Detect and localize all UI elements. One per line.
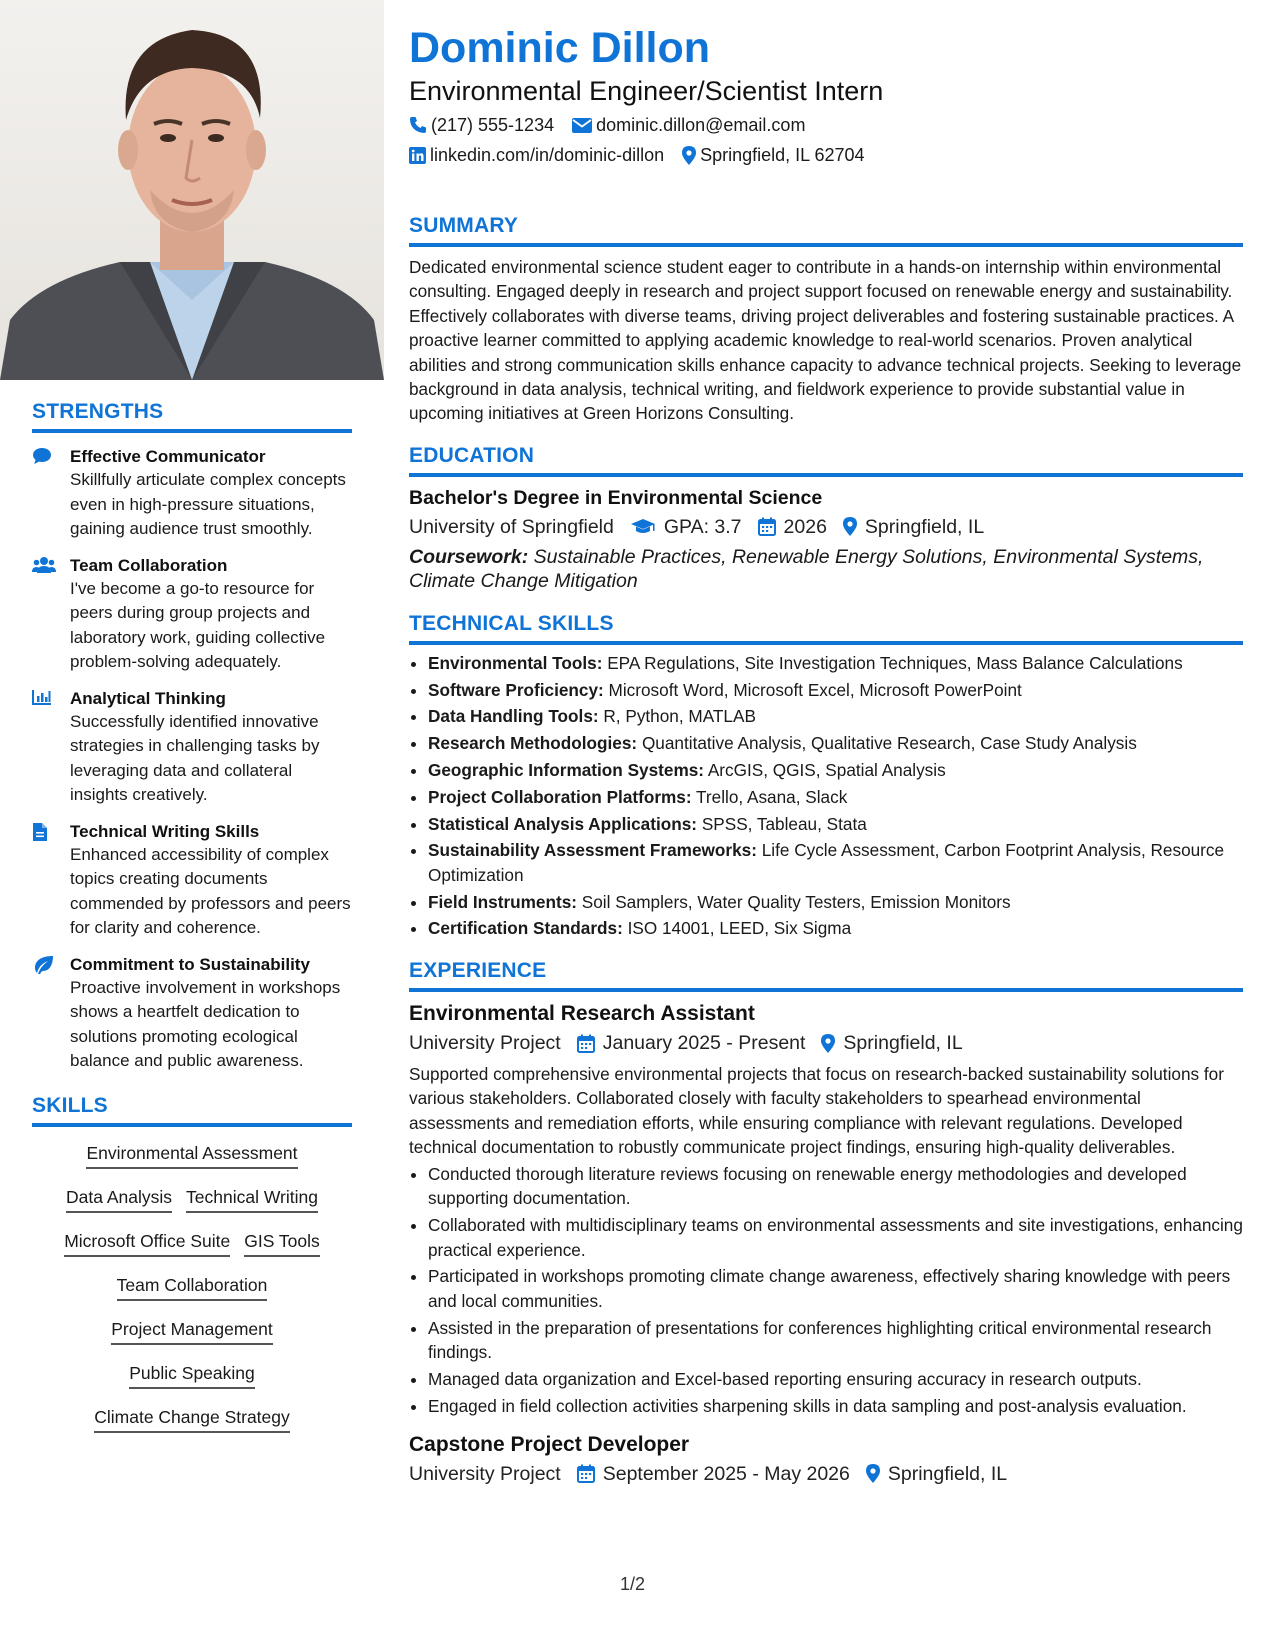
strength-name: Technical Writing Skills <box>70 821 260 841</box>
experience-heading: EXPERIENCE <box>409 959 1243 992</box>
technical-skills-section <box>409 612 1243 941</box>
job-title: Capstone Project Developer <box>409 1432 690 1456</box>
phone-contact[interactable] <box>409 112 554 138</box>
linkedin-contact[interactable] <box>409 142 664 168</box>
skills-cloud <box>32 1141 352 1435</box>
job-org: University Project <box>409 1462 561 1485</box>
profile-photo <box>0 0 384 380</box>
team-icon <box>32 554 70 675</box>
contact-row <box>409 112 1243 138</box>
strengths-list <box>32 445 352 1074</box>
location-contact <box>682 142 864 168</box>
linkedin-icon <box>409 147 426 164</box>
skill-tag: Technical Writing <box>186 1185 318 1213</box>
degree-title: Bachelor's Degree in Environmental Science <box>409 486 823 509</box>
list-item: • Software Proficiency: Microsoft Word, Microsoft Excel, Microsoft PowerPoint <box>428 678 1243 703</box>
coursework-list: Sustainable Practices, Renewable Energy Solutions, Environmental Systems, Climate Change Mitigation <box>409 545 1204 593</box>
skills-heading: SKILLS <box>32 1094 352 1127</box>
job-org: University Project <box>409 1032 561 1055</box>
strength-item <box>32 687 352 808</box>
list-item: • Statistical Analysis Applications: SPSS, Tableau, Stata <box>428 812 1243 837</box>
skill-tag: GIS Tools <box>244 1229 320 1257</box>
strength-name: Analytical Thinking <box>70 688 226 708</box>
strength-name: Team Collaboration <box>70 555 228 575</box>
contact-row <box>409 142 1243 168</box>
list-item: • Collaborated with multidisciplinary teams on environmental assessments and site investigations, enhancing practical experience. <box>428 1213 1243 1262</box>
list-item: • Certification Standards: ISO 14001, LEED, Six Sigma <box>428 916 1243 941</box>
bar-chart-icon <box>32 687 70 808</box>
job-meta <box>409 1459 1243 1489</box>
linkedin-text: linkedin.com/in/dominic-dillon <box>430 145 665 165</box>
education-meta <box>409 512 1243 542</box>
skill-tag: Data Analysis <box>66 1185 172 1213</box>
list-item: • Environmental Tools: EPA Regulations, Site Investigation Techniques, Mass Balance Calculations <box>428 651 1243 676</box>
strength-desc: I've become a go-to resource for peers during group projects and laboratory work, guiding collective problem-solving adequately. <box>70 578 326 671</box>
calendar-icon <box>758 517 776 536</box>
strength-item <box>32 820 352 941</box>
skill-tag: Public Speaking <box>129 1361 255 1389</box>
education-heading: EDUCATION <box>409 444 1243 477</box>
list-item: • Research Methodologies: Quantitative Analysis, Qualitative Research, Case Study Analysis <box>428 731 1243 756</box>
strength-desc: Successfully identified innovative strategies in challenging tasks by leveraging data and collateral insights creatively. <box>70 711 320 804</box>
strength-desc: Enhanced accessibility of complex topics creating documents commended by professors and peers for clarity and coherence. <box>70 844 351 937</box>
list-item: • Sustainability Assessment Frameworks: Life Cycle Assessment, Carbon Footprint Analysis, Resource Optimization <box>428 838 1243 887</box>
candidate-name: Dominic Dillon <box>409 24 710 72</box>
document-icon <box>32 820 70 941</box>
skill-tag: Project Management <box>111 1317 272 1345</box>
calendar-icon <box>577 1034 595 1053</box>
list-item: • Geographic Information Systems: ArcGIS, QGIS, Spatial Analysis <box>428 758 1243 783</box>
map-pin-icon <box>866 1464 880 1483</box>
strength-item <box>32 554 352 675</box>
skill-tag: Microsoft Office Suite <box>64 1229 230 1257</box>
page-number: 1/2 <box>620 1574 646 1594</box>
skill-tag: Climate Change Strategy <box>94 1405 290 1433</box>
candidate-role: Environmental Engineer/Scientist Intern <box>409 76 884 106</box>
job-bullets <box>409 1162 1243 1419</box>
technical-skills-list <box>409 651 1243 941</box>
map-pin-icon <box>821 1034 835 1053</box>
phone-icon <box>409 116 427 134</box>
map-pin-icon <box>682 146 696 165</box>
email-contact[interactable] <box>572 112 805 138</box>
job-dates: January 2025 - Present <box>602 1032 806 1055</box>
strength-desc: Proactive involvement in workshops shows a heartfelt dedication to solutions promoting ecological balance and public awareness. <box>70 977 341 1070</box>
education-location: Springfield, IL <box>864 515 985 538</box>
coursework <box>409 545 1243 594</box>
summary-section <box>409 214 1243 426</box>
strength-item <box>32 953 352 1074</box>
experience-section <box>409 959 1243 1489</box>
strength-name: Effective Communicator <box>70 447 266 466</box>
skill-tag: Environmental Assessment <box>86 1141 297 1169</box>
list-item: • Engaged in field collection activities sharpening skills in data sampling and post-analysis evaluation. <box>428 1394 1243 1419</box>
list-item: • Data Handling Tools: R, Python, MATLAB <box>428 704 1243 729</box>
strength-item <box>32 445 352 542</box>
summary-text: Dedicated environmental science student eager to contribute in a hands-on internship within environmental consulting. Engaged deeply in research and project support focused on renewable energy and sustainability. Effectively collaborates with diverse teams, driving project deliverables and fostering sustainable practices. A proactive learner committed to applying academic knowledge to real-world scenarios. Proven analytical abilities and strong communication skills enhance capacity to advance technical projects. Seeking to leverage background in data analysis, technical writing, and fieldwork experience to provide substantial value in upcoming initiatives at Green Horizons Consulting. <box>409 257 1242 424</box>
coursework-label: Coursework: <box>409 545 529 568</box>
school-name: University of Springfield <box>409 515 614 538</box>
job-location: Springfield, IL <box>887 1462 1008 1485</box>
list-item: • Project Collaboration Platforms: Trello, Asana, Slack <box>428 785 1243 810</box>
summary-heading: SUMMARY <box>409 214 1243 247</box>
location-text: Springfield, IL 62704 <box>700 145 865 165</box>
list-item: • Conducted thorough literature reviews focusing on renewable energy methodologies and developed supporting documentation. <box>428 1162 1243 1211</box>
education-section <box>409 444 1243 594</box>
job-dates: September 2025 - May 2026 <box>602 1462 850 1485</box>
list-item: • Managed data organization and Excel-based reporting ensuring accuracy in research outputs. <box>428 1367 1243 1392</box>
map-pin-icon <box>843 517 857 536</box>
list-item: • Participated in workshops promoting climate change awareness, effectively sharing knowledge with peers and local communities. <box>428 1264 1243 1313</box>
technical-skills-heading: TECHNICAL SKILLS <box>409 612 1243 645</box>
strength-desc: Skillfully articulate complex concepts even in high-pressure situations, gaining audience trust smoothly. <box>70 470 346 538</box>
graduation-year: 2026 <box>783 515 827 538</box>
graduation-cap-icon <box>630 518 656 536</box>
leaf-icon <box>32 953 70 1074</box>
email-text: dominic.dillon@email.com <box>596 115 806 135</box>
strength-name: Commitment to Sustainability <box>70 954 310 974</box>
list-item: • Assisted in the preparation of presentations for conferences highlighting critical environmental research findings. <box>428 1316 1243 1365</box>
skill-tag: Team Collaboration <box>117 1273 268 1301</box>
job-meta <box>409 1028 1243 1058</box>
job-summary: Supported comprehensive environmental projects that focus on research-backed sustainability solutions for various stakeholders. Collaborated closely with faculty stakeholders to spearhead environmental assessments and remediation efforts, while ensuring compliance with relevant regulations. Developed technical documentation to robustly communicate project findings, ensuring high-quality deliverables. <box>409 1064 1224 1158</box>
speech-bubble-icon <box>32 445 70 542</box>
gpa-text: GPA: 3.7 <box>663 515 742 538</box>
envelope-icon <box>572 118 592 133</box>
strengths-heading: STRENGTHS <box>32 400 352 433</box>
phone-text: (217) 555-1234 <box>431 115 555 135</box>
list-item: • Field Instruments: Soil Samplers, Water Quality Testers, Emission Monitors <box>428 890 1243 915</box>
job-location: Springfield, IL <box>843 1032 963 1055</box>
job-title: Environmental Research Assistant <box>409 1002 755 1026</box>
calendar-icon <box>577 1464 595 1483</box>
